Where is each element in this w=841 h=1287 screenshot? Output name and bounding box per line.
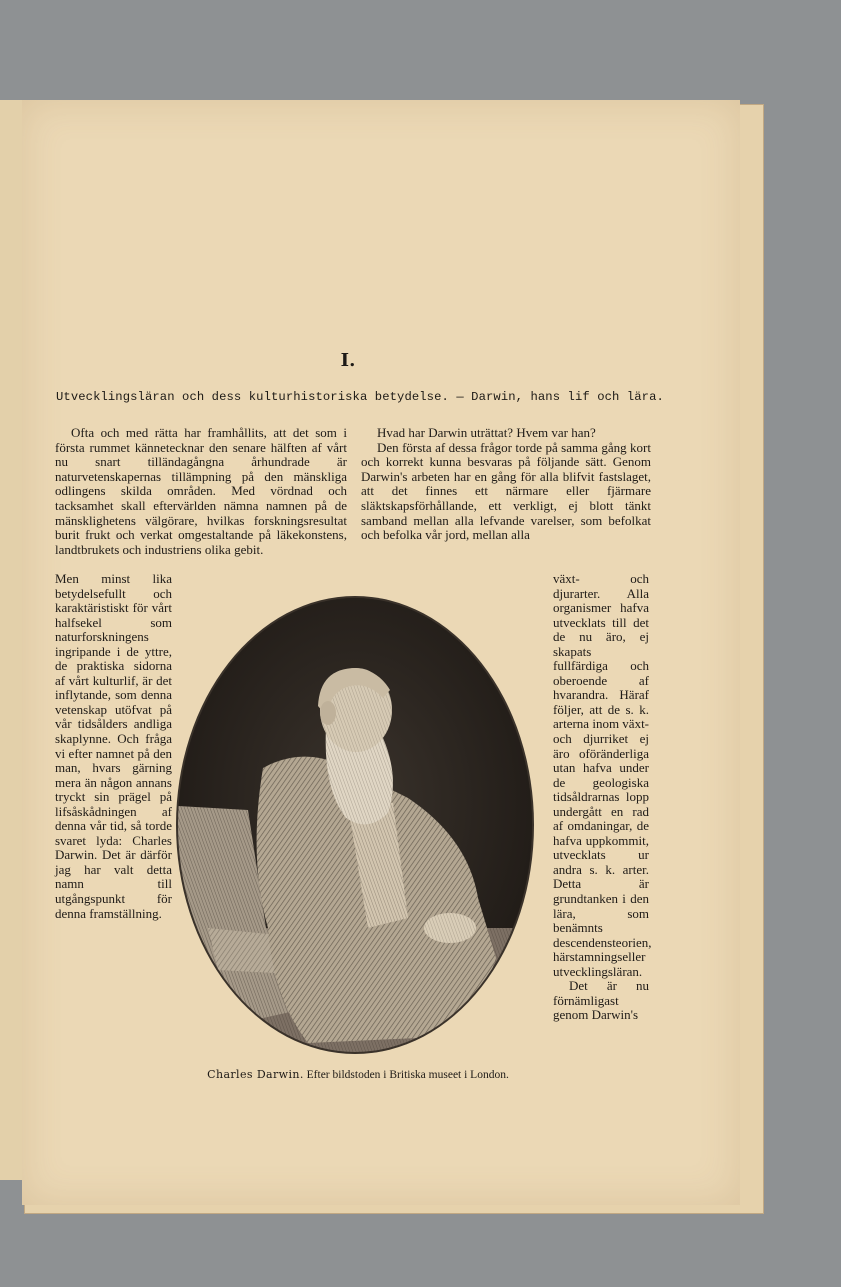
right-column-narrow bbox=[553, 571, 652, 1023]
chapter-number: I. bbox=[340, 350, 356, 371]
caption-source: Efter bildstoden i Britiska museet i London. bbox=[306, 1069, 509, 1081]
right-paragraph-3: Det är nu förnämligast genom Darwin's bbox=[553, 978, 649, 1023]
portrait-illustration bbox=[178, 598, 532, 1052]
figure-caption bbox=[178, 1068, 538, 1081]
right-question: Hvad har Darwin uträttat? Hvem var han? bbox=[377, 425, 596, 440]
left-paragraph-1: Ofta och med rätta har framhållits, att det som i första rummet kännetecknar den senare hälften af vårt nu snart tilländagångna århundrade är naturvetenskapernas tillämpning på den mänskliga odlingens skilda områden. Med vördnad och tacksamhet skall eftervärlden nämna namnen på de mänsklighetens välgörare, hvilkas forskningsresultat burit frukt och verkat omgestaltande på läkekonstens, landtbrukets och industriens olika gebit. bbox=[55, 425, 347, 557]
facing-page-edge bbox=[0, 100, 23, 1180]
darwin-statue-engraving bbox=[178, 598, 532, 1052]
right-paragraph-1: Den första af dessa frågor torde på samma gång kort och korrekt kunna besvaras på följande sätt. Genom Darwin's arbeten har en gång för alla blifvit fastslaget, att det finnes ett närmare eller fjärmare släktskapsförhållande, ett verkligt, ej blott tänkt samband mellan alla lefvande varelser, som befolkat och befolka vår jord, mellan alla bbox=[361, 439, 651, 543]
right-paragraph-2: växt- och djurarter. Alla organismer hafva utvecklats till det de nu äro, ej skapats fullfärdiga och oberoende af hvarandra. Häraf följer, att de s. k. arterna inom växt- och djurriket ej äro oföränderliga utan hafva under de geologiska tidsåldrarnas lopp undergått en rad af omdaningar, de hafva uppkommit, utvecklats ur andra s. k. arter. Detta är grundtanken i den lära, som benämnts descendensteorien, härstamningseller utvecklingsläran. bbox=[553, 571, 652, 979]
left-column-top bbox=[55, 426, 347, 557]
left-column-narrow bbox=[55, 572, 172, 921]
book-page bbox=[22, 100, 740, 1205]
caption-name: Charles Darwin. bbox=[207, 1068, 304, 1081]
chapter-title: Utvecklingsläran och dess kulturhistoriska betydelse. — Darwin, hans lif och lära. bbox=[56, 390, 664, 404]
left-paragraph-2: Men minst lika betydelsefullt och karaktäristiskt för vårt halfsekel som naturforskningens ingripande i de yttre, de praktiska sidorna af vårt kulturlif, är det inflytande, som denna vetenskap utöfvat på vår tidsålders andliga skaplynne. Och fråga vi efter namnet på den man, hvars gärning mera än någon annans tryckt sin prägel på lifsåskådningen af denna vår tid, så torde svaret lyda: Charles Darwin. Det är därför jag har valt detta namn till utgångspunkt för denna framställning. bbox=[55, 571, 172, 921]
right-column-top bbox=[361, 426, 651, 543]
